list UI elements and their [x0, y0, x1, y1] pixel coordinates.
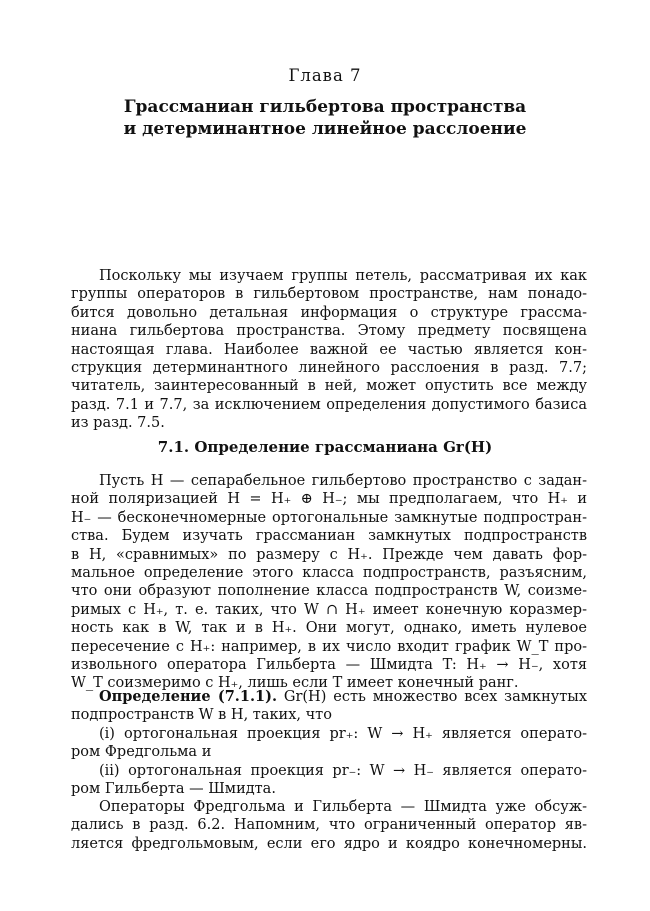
definition-block: [0, 688, 650, 798]
text-line: извольного оператора Гильберта — Шмидта T: H₊ → H₋, хотя: [71, 656, 587, 673]
chapter-title-line: и детерминантное линейное расслоение: [123, 119, 527, 139]
definition-text: Gr(H) есть множество всех замкнутых: [283, 689, 588, 705]
text-line: Поскольку мы изучаем группы петель, рассматривая их как: [99, 268, 587, 284]
text-line: ства. Будем изучать грассманиан замкнутых подпространств: [71, 528, 587, 545]
text-line: струкция детерминантного линейного расслоения в разд. 7.7;: [71, 359, 587, 376]
section-paragraph: [0, 472, 650, 693]
definition-label: Определение (7.1.1).: [99, 688, 277, 705]
text-line: ляется фредгольмовым, если его ядро и коядро конечномерны.: [71, 835, 587, 852]
text-line: Операторы Фредгольма и Гильберта — Шмидта уже обсуж-: [99, 799, 587, 815]
chapter-label: Глава 7: [288, 66, 362, 85]
text-line: W_T соизмеримо с H₊, лишь если T имеет конечный ранг.: [71, 675, 519, 692]
text-line: группы операторов в гильбертовом пространстве, нам понадо-: [71, 286, 587, 303]
text-line: пересечение с H₊: например, в их число входит график W_T про-: [71, 638, 587, 655]
section-heading: 7.1. Определение грассманиана Gr(H): [157, 438, 493, 456]
text-line: настоящая глава. Наиболее важной ее частью является кон-: [71, 341, 587, 358]
text-line: ной поляризацией H = H₊ ⊕ H₋; мы предполагаем, что H₊ и: [71, 491, 587, 508]
chapter-title-line: Грассманиан гильбертова пространства: [123, 97, 527, 117]
definition-first-line: [71, 688, 587, 706]
text-line: ность как в W, так и в H₊. Они могут, однако, иметь нулевое: [71, 620, 587, 637]
text-line: Пусть H — сепарабельное гильбертово пространство с задан-: [99, 473, 587, 489]
text-line: из разд. 7.5.: [71, 415, 165, 432]
closing-paragraph: [0, 798, 650, 853]
intro-paragraph: [0, 267, 650, 433]
text-line: H₋ — бесконечномерные ортогональные замкнутые подпростран-: [71, 509, 587, 526]
text-line: дались в разд. 6.2. Напомним, что ограниченный оператор яв-: [71, 817, 587, 834]
text-line: (i) ортогональная проекция pr₊: W → H₊ является операто-: [99, 725, 587, 742]
chapter-title: [0, 96, 650, 140]
text-line: что они образуют пополнение класса подпространств W, соизме-: [71, 583, 587, 600]
text-line: римых с H₊, т. е. таких, что W ∩ H₊ имеет конечную коразмер-: [71, 601, 587, 618]
text-line: ниана гильбертова пространства. Этому предмету посвящена: [71, 323, 587, 340]
text-line: бится довольно детальная информация о структуре грассма-: [71, 304, 587, 321]
text-line: мальное определение этого класса подпространств, разъясним,: [71, 564, 587, 581]
text-line: подпространств W в H, таких, что: [71, 707, 332, 724]
text-line: разд. 7.1 и 7.7, за исключением определения допустимого базиса: [71, 396, 587, 413]
text-line: читатель, заинтересованный в ней, может опустить все между: [71, 378, 587, 395]
text-line: в H, «сравнимых» по размеру с H₊. Прежде чем давать фор-: [71, 546, 587, 563]
text-line: ром Фредгольма и: [71, 744, 212, 761]
text-line: ром Гильберта — Шмидта.: [71, 780, 276, 797]
text-line: (ii) ортогональная проекция pr₋: W → H₋ является операто-: [99, 762, 587, 779]
